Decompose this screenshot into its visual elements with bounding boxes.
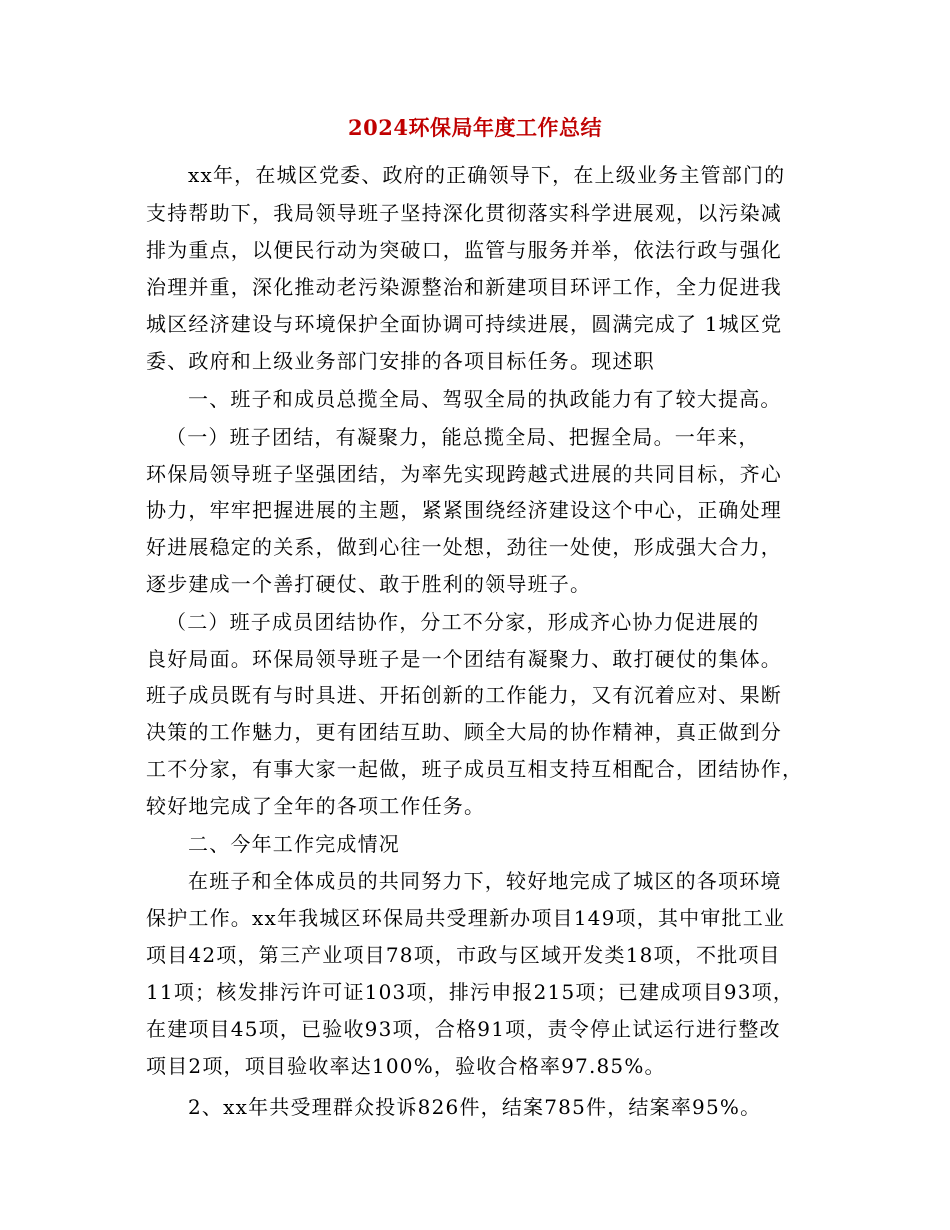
paragraph-line: 班子成员既有与时具进、开拓创新的工作能力，又有沉着应对、果断 bbox=[146, 683, 782, 707]
paragraph-line: 协力，牢牢把握进展的主题，紧紧围绕经济建设这个中心，正确处理 bbox=[146, 498, 782, 522]
paragraph-line: （一）班子团结，有凝聚力，能总揽全局、把握全局。一年来， bbox=[166, 425, 760, 449]
paragraph-line: 环保局领导班子坚强团结，为率先实现跨越式进展的共同目标，齐心 bbox=[146, 462, 782, 486]
paragraph-line: 排为重点，以便民行动为突破口，监管与服务并举，依法行政与强化 bbox=[146, 238, 782, 262]
paragraph-line: 良好局面。环保局领导班子是一个团结有凝聚力、敢打硬仗的集体。 bbox=[146, 647, 782, 671]
paragraph-line: 较好地完成了全年的各项工作任务。 bbox=[146, 794, 486, 818]
paragraph-line: 支持帮助下，我局领导班子坚持深化贯彻落实科学进展观，以污染减 bbox=[146, 201, 782, 225]
paragraph-line: （二）班子成员团结协作，分工不分家，形成齐心协力促进展的 bbox=[166, 610, 760, 634]
paragraph-line: 好进展稳定的关系，做到心往一处想，劲往一处使，形成强大合力， bbox=[146, 535, 782, 559]
paragraph-line: 逐步建成一个善打硬仗、敢于胜利的领导班子。 bbox=[146, 572, 592, 596]
paragraph-line: 保护工作。xx年我城区环保局共受理新办项目149项，其中审批工业 bbox=[146, 906, 786, 930]
paragraph-line: 项目42项，第三产业项目78项，市政与区域开发类18项，不批项目 bbox=[146, 943, 781, 967]
paragraph-line: 委、政府和上级业务部门安排的各项目标任务。现述职 bbox=[146, 349, 655, 373]
paragraph-line: 在建项目45项，已验收93项，合格91项，责令停止试运行进行整改 bbox=[146, 1017, 781, 1041]
document-title: 2024环保局年度工作总结 bbox=[348, 115, 602, 140]
paragraph-line: 工不分家，有事大家一起做，班子成员互相支持互相配合，团结协作， bbox=[146, 757, 804, 781]
paragraph-line: 在班子和全体成员的共同努力下，较好地完成了城区的各项环境 bbox=[188, 869, 782, 893]
section-heading: 二、今年工作完成情况 bbox=[188, 832, 400, 856]
paragraph-line: 项目2项，项目验收率达100%，验收合格率97.85%。 bbox=[146, 1054, 666, 1078]
paragraph-line: 城区经济建设与环境保护全面协调可持续进展，圆满完成了 1城区党 bbox=[146, 312, 783, 336]
section-heading: 一、班子和成员总揽全局、驾驭全局的执政能力有了较大提高。 bbox=[188, 387, 782, 411]
paragraph-line: 治理并重，深化推动老污染源整治和新建项目环评工作，全力促进我 bbox=[146, 275, 782, 299]
paragraph-line: 决策的工作魅力，更有团结互助、顾全大局的协作精神，真正做到分 bbox=[146, 720, 782, 744]
paragraph-line: xx年，在城区党委、政府的正确领导下，在上级业务主管部门的 bbox=[188, 163, 786, 187]
paragraph-line: 2、xx年共受理群众投诉826件，结案785件，结案率95%。 bbox=[188, 1095, 762, 1119]
paragraph-line: 11项；核发排污许可证103项，排污申报215项；已建成项目93项， bbox=[146, 980, 795, 1004]
